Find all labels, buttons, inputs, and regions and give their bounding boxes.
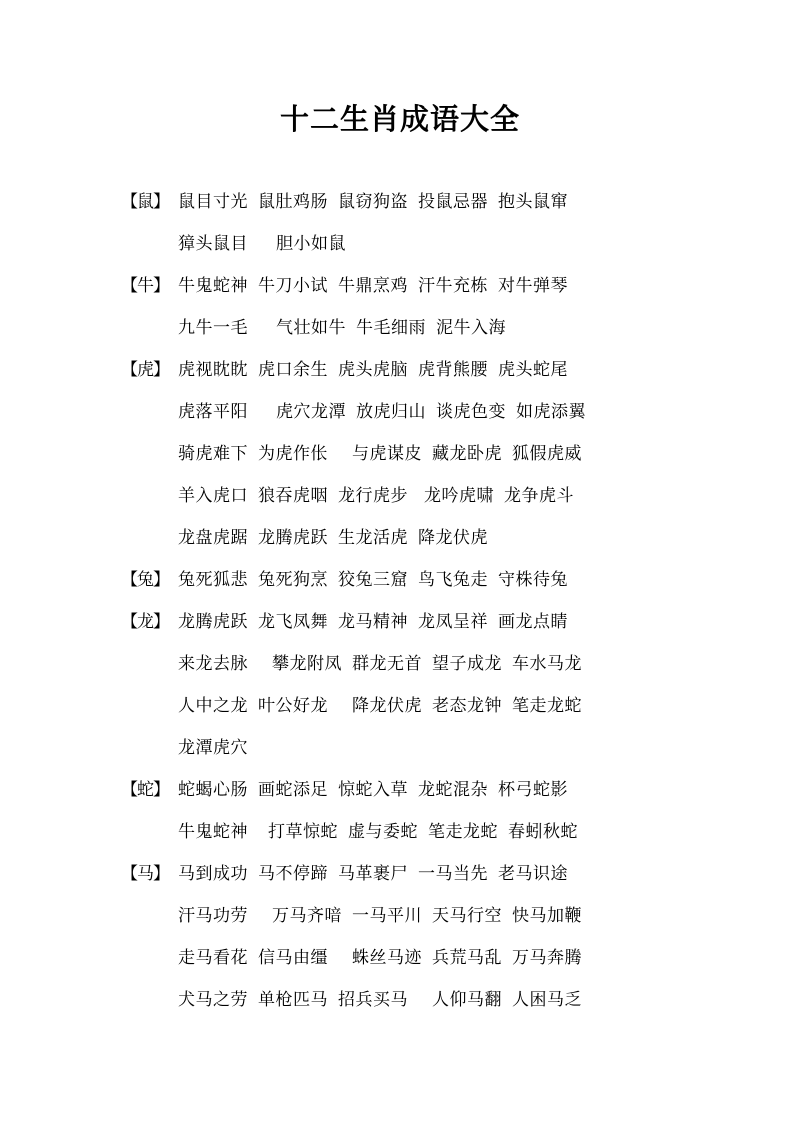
idiom-text: 老马识途 (498, 864, 568, 884)
idiom-text: 牛鼎烹鸡 (338, 276, 408, 296)
idiom-text: 狡兔三窟 (338, 570, 408, 590)
idiom-group (178, 186, 578, 228)
idiom-row (121, 312, 641, 354)
idiom-group (178, 858, 578, 900)
idiom-group (178, 984, 592, 1026)
idiom-text: 兵荒马乱 (432, 948, 502, 968)
idiom-text: 画蛇添足 (258, 780, 328, 800)
idiom-text: 万马奔腾 (512, 948, 582, 968)
idiom-text: 汗马功劳 (178, 906, 248, 926)
indent-spacer (121, 900, 178, 942)
idiom-text: 龙争虎斗 (504, 486, 574, 506)
idiom-text: 抱头鼠窜 (498, 192, 568, 212)
indent-spacer (121, 438, 178, 480)
idiom-text: 画龙点睛 (498, 612, 568, 632)
idiom-text: 汗牛充栋 (418, 276, 488, 296)
zodiac-label: 【鼠】 (121, 192, 169, 212)
idiom-text: 虎背熊腰 (418, 360, 488, 380)
idiom-row (121, 816, 641, 858)
idiom-text: 招兵买马 (338, 990, 408, 1010)
idiom-text: 群龙无首 (352, 654, 422, 674)
idiom-text: 走马看花 (178, 948, 248, 968)
idiom-text: 胆小如鼠 (276, 234, 346, 254)
idiom-text: 羊入虎口 (178, 486, 248, 506)
zodiac-label: 【马】 (121, 864, 169, 884)
idiom-text: 骑虎难下 (178, 444, 248, 464)
idiom-text: 龙行虎步 (338, 486, 408, 506)
idiom-text: 一马当先 (418, 864, 488, 884)
idiom-text: 车水马龙 (512, 654, 582, 674)
zodiac-label: 【虎】 (121, 360, 169, 380)
indent-spacer (121, 690, 178, 732)
idiom-text: 马到成功 (178, 864, 248, 884)
idiom-text: 龙盘虎踞 (178, 528, 248, 548)
idiom-text: 龙潭虎穴 (178, 738, 248, 758)
idiom-group (178, 522, 498, 564)
idiom-text: 狼吞虎咽 (258, 486, 328, 506)
idiom-text: 气壮如牛 (276, 318, 346, 338)
idiom-text: 龙吟虎啸 (424, 486, 494, 506)
idiom-group (178, 270, 578, 312)
idiom-text: 虎落平阳 (178, 402, 248, 422)
idiom-text: 虎穴龙潭 (276, 402, 346, 422)
idiom-group (178, 690, 592, 732)
idiom-text: 守株待兔 (498, 570, 568, 590)
idiom-text: 攀龙附凤 (272, 654, 342, 674)
idiom-text: 兔死狐悲 (178, 570, 248, 590)
idiom-text: 虎头蛇尾 (498, 360, 568, 380)
idiom-text: 对牛弹琴 (498, 276, 568, 296)
idiom-row (121, 186, 641, 228)
idiom-group (178, 648, 592, 690)
idiom-text: 杯弓蛇影 (498, 780, 568, 800)
idiom-row (121, 774, 641, 816)
idiom-text: 兔死狗烹 (258, 570, 328, 590)
idiom-row (121, 648, 641, 690)
idiom-text: 打草惊蛇 (268, 822, 338, 842)
idiom-group (178, 396, 596, 438)
idiom-text: 单枪匹马 (258, 990, 328, 1010)
idiom-text: 虎口余生 (258, 360, 328, 380)
idiom-text: 藏龙卧虎 (432, 444, 502, 464)
indent-spacer (121, 228, 178, 270)
idiom-text: 投鼠忌器 (418, 192, 488, 212)
idiom-text: 龙腾虎跃 (258, 528, 328, 548)
idiom-text: 虎头虎脑 (338, 360, 408, 380)
idiom-text: 龙蛇混杂 (418, 780, 488, 800)
idiom-group (178, 732, 258, 774)
idiom-group (178, 606, 578, 648)
idiom-text: 生龙活虎 (338, 528, 408, 548)
idiom-text: 万马齐喑 (272, 906, 342, 926)
idiom-text: 鼠目寸光 (178, 192, 248, 212)
idiom-row (121, 942, 641, 984)
zodiac-label: 【龙】 (121, 612, 169, 632)
idiom-row (121, 564, 641, 606)
idiom-text: 狐假虎威 (512, 444, 582, 464)
idiom-row (121, 438, 641, 480)
idiom-list (121, 186, 641, 1026)
idiom-text: 人中之龙 (178, 696, 248, 716)
indent-spacer (121, 648, 178, 690)
idiom-text: 为虎作伥 (258, 444, 328, 464)
idiom-text: 人仰马翻 (432, 990, 502, 1010)
idiom-text: 谈虎色变 (436, 402, 506, 422)
idiom-text: 九牛一毛 (178, 318, 248, 338)
idiom-text: 龙飞凤舞 (258, 612, 328, 632)
page-title: 十二生肖成语大全 (279, 102, 520, 136)
zodiac-label: 【兔】 (121, 570, 169, 590)
idiom-group (178, 564, 578, 606)
idiom-text: 笔走龙蛇 (428, 822, 498, 842)
idiom-text: 鼠窃狗盗 (338, 192, 408, 212)
idiom-text: 放虎归山 (356, 402, 426, 422)
idiom-row (121, 354, 641, 396)
idiom-text: 虎视眈眈 (178, 360, 248, 380)
idiom-text: 人困马乏 (512, 990, 582, 1010)
idiom-text: 犬马之劳 (178, 990, 248, 1010)
indent-spacer (121, 312, 178, 354)
idiom-text: 马革裹尸 (338, 864, 408, 884)
idiom-text: 牛鬼蛇神 (178, 822, 248, 842)
indent-spacer (121, 732, 178, 774)
idiom-text: 老态龙钟 (432, 696, 502, 716)
idiom-text: 牛毛细雨 (356, 318, 426, 338)
idiom-text: 牛鬼蛇神 (178, 276, 248, 296)
idiom-group (178, 816, 588, 858)
idiom-row (121, 522, 641, 564)
idiom-text: 泥牛入海 (436, 318, 506, 338)
idiom-text: 与虎谋皮 (352, 444, 422, 464)
idiom-group (178, 774, 578, 816)
idiom-row (121, 984, 641, 1026)
idiom-row (121, 606, 641, 648)
idiom-text: 龙凤呈祥 (418, 612, 488, 632)
idiom-text: 獐头鼠目 (178, 234, 248, 254)
idiom-text: 蛇蝎心肠 (178, 780, 248, 800)
idiom-text: 虚与委蛇 (348, 822, 418, 842)
idiom-text: 信马由缰 (258, 948, 328, 968)
idiom-row (121, 228, 641, 270)
idiom-group (178, 942, 592, 984)
idiom-group (178, 900, 592, 942)
idiom-row (121, 270, 641, 312)
idiom-row (121, 396, 641, 438)
idiom-text: 快马加鞭 (512, 906, 582, 926)
idiom-text: 惊蛇入草 (338, 780, 408, 800)
idiom-text: 牛刀小试 (258, 276, 328, 296)
idiom-text: 望子成龙 (432, 654, 502, 674)
idiom-text: 马不停蹄 (258, 864, 328, 884)
idiom-text: 天马行空 (432, 906, 502, 926)
idiom-row (121, 900, 641, 942)
idiom-group (178, 354, 578, 396)
indent-spacer (121, 480, 178, 522)
idiom-row (121, 690, 641, 732)
indent-spacer (121, 984, 178, 1026)
idiom-text: 降龙伏虎 (418, 528, 488, 548)
idiom-text: 叶公好龙 (258, 696, 328, 716)
idiom-group (178, 228, 356, 270)
idiom-text: 如虎添翼 (516, 402, 586, 422)
idiom-text: 笔走龙蛇 (512, 696, 582, 716)
indent-spacer (121, 816, 178, 858)
idiom-row (121, 732, 641, 774)
idiom-text: 来龙去脉 (178, 654, 248, 674)
zodiac-label: 【牛】 (121, 276, 169, 296)
indent-spacer (121, 522, 178, 564)
idiom-text: 一马平川 (352, 906, 422, 926)
idiom-row (121, 858, 641, 900)
idiom-text: 鼠肚鸡肠 (258, 192, 328, 212)
idiom-text: 龙腾虎跃 (178, 612, 248, 632)
idiom-text: 鸟飞兔走 (418, 570, 488, 590)
indent-spacer (121, 396, 178, 438)
idiom-text: 春蚓秋蛇 (508, 822, 578, 842)
idiom-row (121, 480, 641, 522)
idiom-text: 龙马精神 (338, 612, 408, 632)
idiom-group (178, 438, 592, 480)
idiom-text: 降龙伏虎 (352, 696, 422, 716)
indent-spacer (121, 942, 178, 984)
idiom-group (178, 480, 584, 522)
idiom-group (178, 312, 516, 354)
idiom-text: 蛛丝马迹 (352, 948, 422, 968)
zodiac-label: 【蛇】 (121, 780, 169, 800)
